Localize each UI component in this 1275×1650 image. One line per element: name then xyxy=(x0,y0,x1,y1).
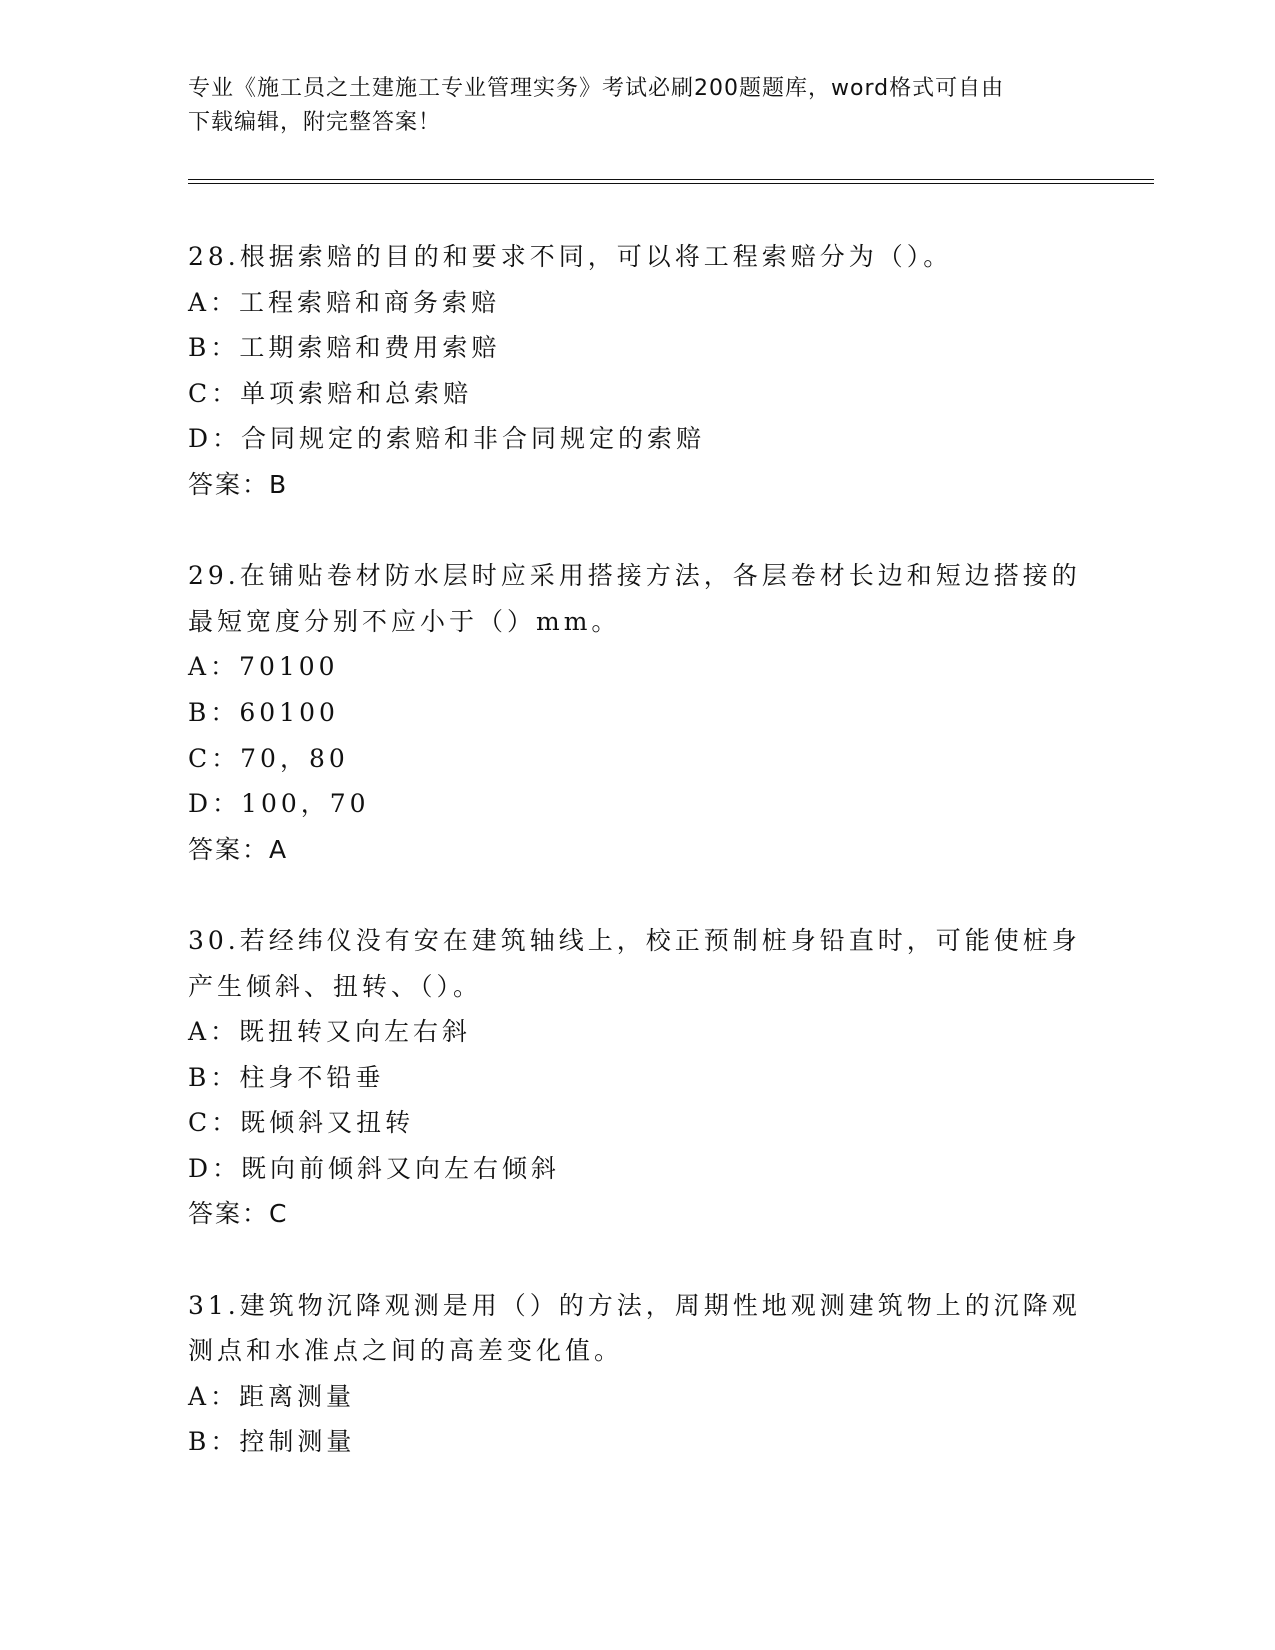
option-c: C：既倾斜又扭转 xyxy=(188,1108,415,1138)
question-31 xyxy=(188,1283,1088,1465)
header-rule-bottom xyxy=(188,183,1154,184)
option-b: B：控制测量 xyxy=(188,1427,356,1457)
question-text: 31.建筑物沉降观测是用（）的方法，周期性地观测建筑物上的沉降观测点和水准点之间的高差变化值。 xyxy=(188,1290,1081,1366)
question-30 xyxy=(188,918,1088,1237)
question-28 xyxy=(188,234,1088,508)
option-b: B：工期索赔和费用索赔 xyxy=(188,333,501,363)
option-c: C：单项索赔和总索赔 xyxy=(188,378,473,408)
question-text: 30.若经纬仪没有安在建筑轴线上，校正预制桩身铅直时，可能使桩身产生倾斜、扭转、（）。 xyxy=(188,925,1081,1001)
header-line-1: 专业《施工员之土建施工专业管理实务》考试必刷200题题库，word格式可自由 xyxy=(188,76,1005,101)
question-text: 29.在铺贴卷材防水层时应采用搭接方法，各层卷材长边和短边搭接的最短宽度分别不应小于（）mm。 xyxy=(188,561,1081,636)
option-a: A：距离测量 xyxy=(188,1381,356,1411)
answer: 答案：C xyxy=(188,1199,289,1229)
question-29 xyxy=(188,553,1088,872)
answer: 答案：B xyxy=(188,469,289,499)
option-d: D：合同规定的索赔和非合同规定的索赔 xyxy=(188,424,706,454)
question-list xyxy=(188,234,1088,1511)
option-b: B：60100 xyxy=(188,697,339,727)
option-a: A：70100 xyxy=(188,652,339,682)
header-rule-top xyxy=(188,179,1154,180)
option-a: A：工程索赔和商务索赔 xyxy=(188,287,501,317)
option-a: A：既扭转又向左右斜 xyxy=(188,1017,472,1047)
header-line-2: 下载编辑，附完整答案！ xyxy=(188,110,442,135)
question-text: 28.根据索赔的目的和要求不同，可以将工程索赔分为（）。 xyxy=(188,242,953,271)
option-c: C：70，80 xyxy=(188,743,349,773)
option-b: B：柱身不铅垂 xyxy=(188,1062,385,1092)
option-d: D：既向前倾斜又向左右倾斜 xyxy=(188,1153,561,1183)
document-header xyxy=(188,72,1088,140)
option-d: D：100，70 xyxy=(188,789,370,819)
answer: 答案：A xyxy=(188,834,289,864)
